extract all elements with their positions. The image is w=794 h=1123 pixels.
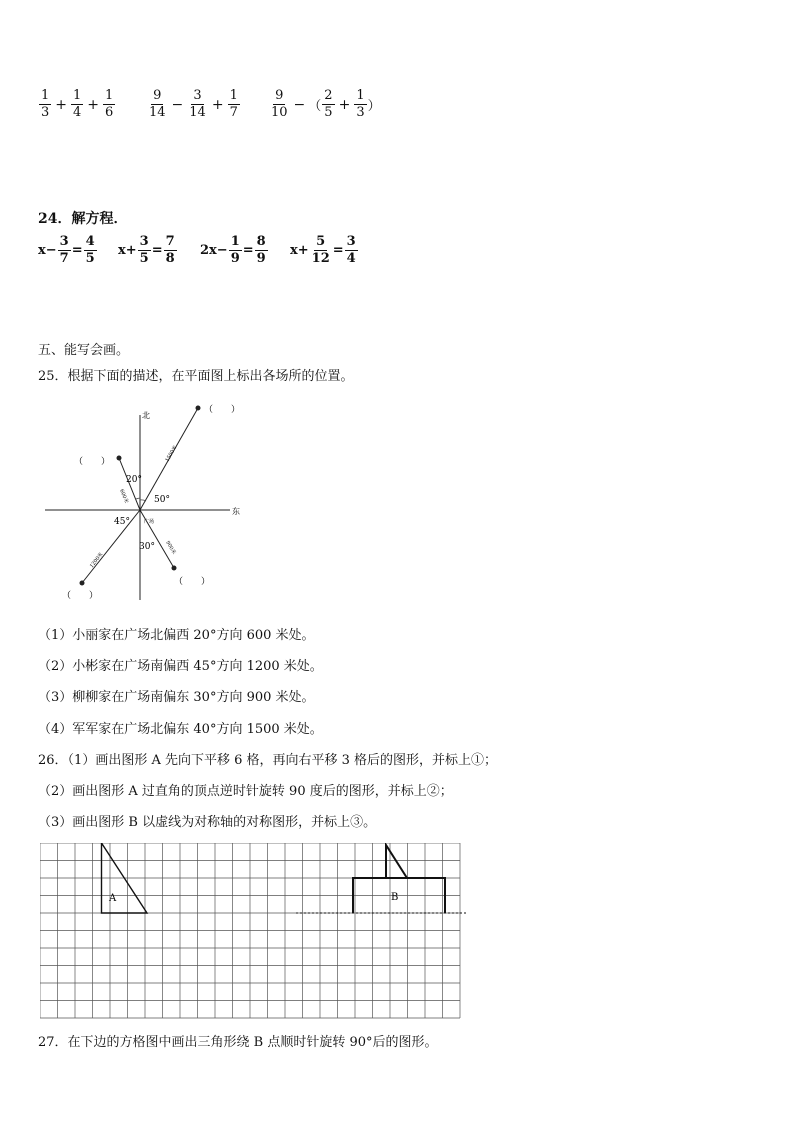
fraction: $\frac{3}{5}$ [139,234,149,266]
question-25-item: （1）小丽家在广场北偏西 20°方向 600 米处。 [38,628,315,643]
fraction: $\frac{1}{9}$ [230,234,240,266]
grid-diagram [40,843,466,1019]
fraction: $\frac{9}{14}$ [149,88,166,120]
question-27-title: 27．在下边的方格图中画出三角形绕 B 点顺时针旋转 90°后的图形。 [38,1035,438,1050]
fraction: $\frac{8}{9}$ [256,234,266,266]
fraction: $\frac{9}{10}$ [271,88,288,120]
question-25-title: 25．根据下面的描述，在平面图上标出各场所的位置。 [38,369,354,384]
figure-b-flag [386,845,407,878]
distance-label: 900米 [164,540,177,556]
point-sw [80,581,85,586]
fraction: $\frac{1}{7}$ [229,88,238,120]
answer-blank: （ ） [174,577,211,587]
fraction: $\frac{1}{3}$ [356,88,365,120]
distance-label: 1200米 [88,551,105,570]
distance-label: 600米 [118,488,130,505]
fraction: $\frac{1}{4}$ [73,88,82,120]
north-label: 北 [142,411,150,420]
angle-label: 45° [114,517,130,527]
point-se [172,566,177,571]
angle-label: 30° [139,542,155,552]
fraction: $\frac{4}{5}$ [85,234,95,266]
question-25-item: （3）柳柳家在广场南偏东 30°方向 900 米处。 [38,690,315,705]
equation-3: 2x− $\frac{1}{9}$ = $\frac{8}{9}$ [200,234,266,266]
fraction: $\frac{7}{8}$ [165,234,175,266]
equation-1: x− $\frac{3}{7}$ = $\frac{4}{5}$ [38,234,95,266]
question-24-title: 24．解方程． [38,211,128,227]
question-25-item: （4）军军家在广场北偏东 40°方向 1500 米处。 [38,722,323,737]
figure-b-label: B [391,892,399,903]
fraction: $\frac{2}{5}$ [324,88,333,120]
answer-blank: （ ） [204,405,241,415]
fraction: $\frac{1}{6}$ [105,88,114,120]
point-ne [196,406,201,411]
center-label: 广场 [144,519,155,525]
equation-4: x+ $\frac{5}{12}$ = $\frac{3}{4}$ [290,234,356,266]
question-26-line-3: （3）画出图形 B 以虚线为对称轴的对称图形，并标上③。 [38,815,377,830]
figure-a-label: A [109,893,117,904]
distance-label: 1500米 [164,444,179,463]
east-label: 东 [232,507,240,516]
section-heading: 五、能写会画。 [38,343,130,358]
calc-expression-3: $\frac{9}{10}$ − （ $\frac{2}{5}$ + $\frac{1}{3}$ ） [271,88,381,120]
fraction: $\frac{3}{7}$ [59,234,69,266]
question-26-line-2: （2）画出图形 A 过直角的顶点逆时针旋转 90 度后的图形，并标上②； [38,784,453,799]
angle-arc [136,498,140,499]
fraction: $\frac{3}{14}$ [189,88,206,120]
fraction: $\frac{3}{4}$ [346,234,356,266]
angle-label: 50° [154,495,170,505]
question-26-line-1: 26．（1）画出图形 A 先向下平移 6 格，再向右平移 3 格后的图形，并标上①； [38,753,498,768]
fraction: $\frac{5}{12}$ [311,234,330,266]
answer-blank: （ ） [62,591,99,601]
ray-sw [82,510,140,583]
direction-diagram [40,400,250,606]
equation-2: x+ $\frac{3}{5}$ = $\frac{7}{8}$ [118,234,175,266]
fraction: $\frac{1}{3}$ [41,88,50,120]
calc-expression-1: $\frac{1}{3}$ + $\frac{1}{4}$ + $\frac{1}{6}$ [41,88,114,120]
angle-label: 20° [126,475,142,485]
grid-lines [40,843,460,1018]
answer-blank: （ ） [74,457,111,467]
question-25-item: （2）小彬家在广场南偏西 45°方向 1200 米处。 [38,659,323,674]
calc-expression-2: $\frac{9}{14}$ − $\frac{3}{14}$ + $\frac{1}{7}$ [149,88,238,120]
point-nw [117,456,122,461]
